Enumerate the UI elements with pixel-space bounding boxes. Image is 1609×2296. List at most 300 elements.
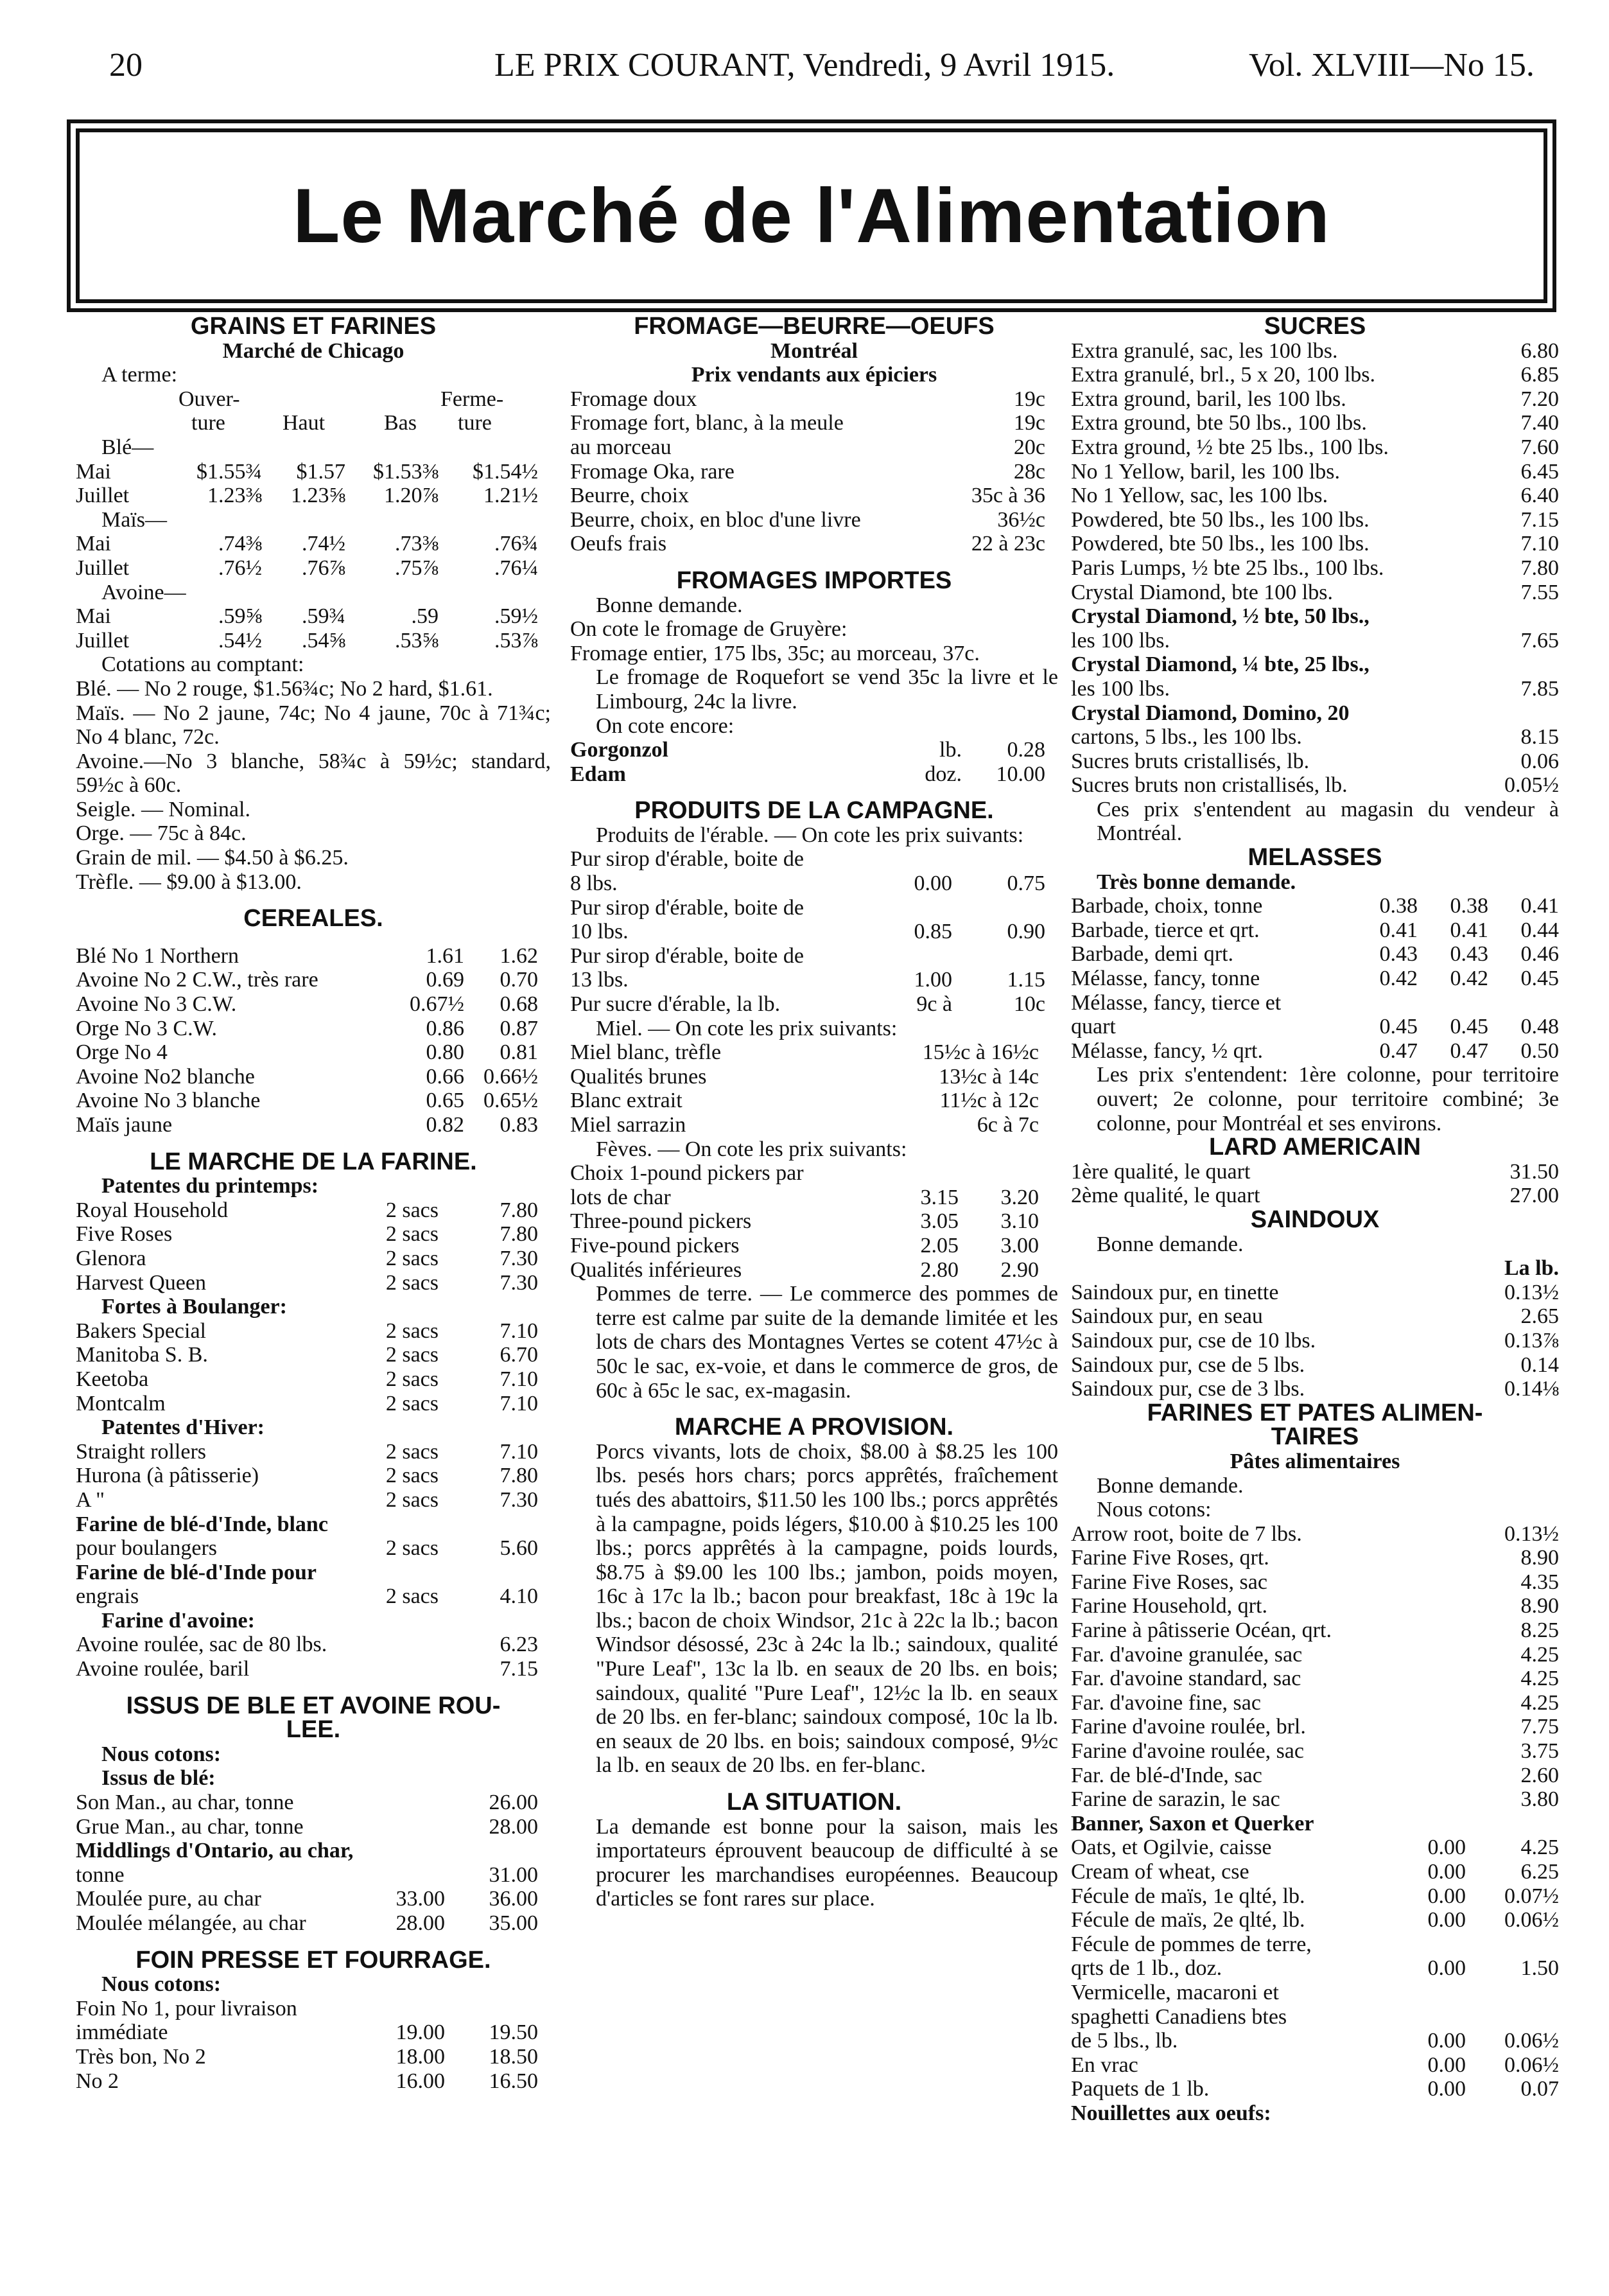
futures-header-cell: ture bbox=[191, 411, 225, 435]
row-label: No 1 Yellow, sac, les 100 lbs. bbox=[1071, 484, 1328, 508]
table-row bbox=[570, 435, 1058, 460]
row-label: Vermicelle, macaroni et bbox=[1071, 1980, 1279, 2004]
row-value: $1.55¾ bbox=[196, 459, 262, 484]
table-row bbox=[1071, 411, 1559, 435]
row-value: 0.67½ bbox=[410, 992, 464, 1017]
list-subheading: Nous cotons: bbox=[101, 1742, 222, 1766]
table-row bbox=[1071, 532, 1559, 556]
row-label: 13 lbs. bbox=[570, 968, 629, 992]
paragraph: Produits de l'érable. — On cote les prix suivants: bbox=[596, 823, 1024, 847]
table-row bbox=[1071, 1981, 1559, 2005]
table-row bbox=[1071, 1015, 1559, 1039]
table-row bbox=[1071, 2005, 1559, 2029]
unit-label: La lb. bbox=[1504, 1256, 1559, 1281]
table-row bbox=[76, 556, 551, 581]
table-row bbox=[1071, 1715, 1559, 1739]
row-value: 0.38 bbox=[1450, 894, 1488, 918]
row-value: 1.61 bbox=[426, 943, 464, 968]
row-label: Très bon, No 2 bbox=[76, 2044, 206, 2069]
row-label: les 100 lbs. bbox=[1071, 676, 1170, 701]
row-value: 2.05 bbox=[920, 1233, 959, 1258]
table-row bbox=[1071, 2077, 1559, 2101]
row-value: 0.28 bbox=[1007, 738, 1045, 762]
row-value: $1.57 bbox=[296, 459, 345, 484]
table-row bbox=[76, 944, 551, 968]
row-value: 0.13⅞ bbox=[1504, 1328, 1559, 1353]
row-value: 2 sacs bbox=[385, 1439, 439, 1464]
row-label: No 2 bbox=[76, 2069, 119, 2093]
table-row bbox=[570, 847, 1058, 872]
table-row bbox=[570, 411, 1058, 435]
row-label: Fécule de maïs, 1e qlté, lb. bbox=[1071, 1884, 1305, 1908]
row-value: 2 sacs bbox=[385, 1367, 439, 1391]
cash-quote: Blé. — No 2 rouge, $1.56¾c; No 2 hard, $1.61. bbox=[76, 676, 493, 701]
table-row bbox=[76, 968, 551, 992]
row-value: 36½c bbox=[997, 507, 1045, 532]
row-label: Farine à pâtisserie Océan, qrt. bbox=[1071, 1618, 1332, 1643]
row-value: doz. bbox=[925, 762, 962, 786]
list-subheading: Nous cotons: bbox=[101, 1972, 222, 1997]
row-value: 7.80 bbox=[1520, 556, 1559, 580]
table-row bbox=[76, 1464, 551, 1488]
row-label: En vrac bbox=[1071, 2053, 1138, 2077]
list-item: Bonne demande. bbox=[1097, 1232, 1244, 1256]
row-value: 8.90 bbox=[1520, 1594, 1559, 1618]
paragraph: Le fromage de Roquefort se vend 35c la livre et le Limbourg, 24c la livre. bbox=[596, 665, 1058, 714]
row-label: tonne bbox=[76, 1862, 125, 1887]
row-label: Beurre, choix bbox=[570, 484, 690, 508]
table-row bbox=[76, 2020, 551, 2045]
row-value: 3.10 bbox=[1000, 1209, 1039, 1234]
row-value: 0.14 bbox=[1520, 1353, 1559, 1377]
row-value: 2 sacs bbox=[385, 1487, 439, 1512]
row-value: 7.60 bbox=[1520, 435, 1559, 459]
table-row bbox=[570, 1089, 1058, 1113]
row-label: Farine Five Roses, sac bbox=[1071, 1570, 1267, 1594]
row-label: Son Man., au char, tonne bbox=[76, 1791, 294, 1815]
row-value: .76¼ bbox=[494, 556, 538, 580]
row-label: Gorgonzol bbox=[570, 738, 668, 762]
table-row bbox=[1071, 387, 1559, 412]
row-value: 2 sacs bbox=[385, 1464, 439, 1488]
row-value: 33.00 bbox=[396, 1887, 445, 1911]
table-row bbox=[1071, 1522, 1559, 1547]
row-label: Far. d'avoine fine, sac bbox=[1071, 1690, 1261, 1715]
paragraph: Fromage entier, 175 lbs, 35c; au morceau, 37c. bbox=[570, 641, 980, 665]
row-label: 8 lbs. bbox=[570, 872, 618, 896]
row-value: 0.43 bbox=[1450, 942, 1488, 967]
row-value: 0.41 bbox=[1379, 918, 1418, 942]
row-label: engrais bbox=[76, 1584, 139, 1609]
row-value: 0.06½ bbox=[1504, 2053, 1559, 2077]
row-value: 3.05 bbox=[920, 1209, 959, 1234]
row-label: Edam bbox=[570, 762, 626, 786]
paragraph: Miel. — On cote les prix suivants: bbox=[596, 1016, 898, 1040]
row-value: 0.07 bbox=[1520, 2077, 1559, 2101]
row-label: Oats, et Ogilvie, caisse bbox=[1071, 1836, 1272, 1860]
row-label: Pur sirop d'érable, boite de bbox=[570, 895, 804, 920]
row-label: Nouillettes aux oeufs: bbox=[1071, 2101, 1271, 2125]
row-value: 1.50 bbox=[1520, 1956, 1559, 1981]
table-row bbox=[1071, 1860, 1559, 1884]
row-label: les 100 lbs. bbox=[1071, 628, 1170, 653]
table-row bbox=[570, 460, 1058, 484]
page-header bbox=[0, 46, 1609, 98]
row-label: Avoine roulée, baril bbox=[76, 1657, 250, 1681]
table-row bbox=[76, 1657, 551, 1681]
row-label: Fromage fort, blanc, à la meule bbox=[570, 411, 844, 435]
row-value: 2 sacs bbox=[385, 1270, 439, 1295]
row-label: Royal Household bbox=[76, 1198, 229, 1222]
title-box bbox=[76, 128, 1547, 303]
row-value: 16.00 bbox=[396, 2069, 445, 2093]
row-value: 7.40 bbox=[1520, 411, 1559, 435]
row-value: 0.45 bbox=[1379, 1015, 1418, 1039]
table-row bbox=[1071, 1570, 1559, 1595]
row-value: 0.69 bbox=[426, 968, 464, 992]
row-label: Farine d'avoine roulée, sac bbox=[1071, 1739, 1304, 1764]
row-value: 3.80 bbox=[1520, 1787, 1559, 1812]
row-value: 35c à 36 bbox=[971, 484, 1045, 508]
table-row bbox=[1071, 339, 1559, 364]
row-value: .59 bbox=[411, 604, 439, 629]
row-value: 28.00 bbox=[396, 1911, 445, 1935]
table-row bbox=[570, 387, 1058, 412]
row-value: .76½ bbox=[218, 556, 262, 580]
table-row bbox=[76, 629, 551, 653]
row-value: 6.45 bbox=[1520, 459, 1559, 484]
section-title-sucres: SUCRES bbox=[1264, 313, 1366, 340]
row-value: 0.81 bbox=[500, 1040, 538, 1065]
row-label: 1ère qualité, le quart bbox=[1071, 1159, 1251, 1184]
page-number: 20 bbox=[109, 47, 143, 83]
publication-line: LE PRIX COURANT, Vendredi, 9 Avril 1915. bbox=[494, 47, 1115, 83]
table-row bbox=[1071, 604, 1559, 629]
table-row bbox=[1071, 508, 1559, 532]
row-value: 28.00 bbox=[489, 1814, 538, 1839]
table-row bbox=[76, 2045, 551, 2069]
row-value: 0.46 bbox=[1520, 942, 1559, 967]
table-row bbox=[1071, 1377, 1559, 1401]
row-label: Blanc extrait bbox=[570, 1089, 683, 1113]
row-value: 0.50 bbox=[1520, 1038, 1559, 1063]
section-title-grains: GRAINS ET FARINES bbox=[190, 313, 437, 340]
table-row bbox=[1071, 1304, 1559, 1329]
row-value: 2 sacs bbox=[385, 1343, 439, 1367]
row-label: Cream of wheat, cse bbox=[1071, 1860, 1249, 1884]
table-row bbox=[76, 1488, 551, 1512]
table-row bbox=[76, 1113, 551, 1137]
row-value: .74⅜ bbox=[218, 532, 262, 556]
row-label: 2ème qualité, le quart bbox=[1071, 1184, 1260, 1208]
row-value: 0.48 bbox=[1520, 1015, 1559, 1039]
column-1 bbox=[76, 315, 551, 2093]
row-label: Avoine No 3 blanche bbox=[76, 1089, 261, 1113]
row-value: 2 sacs bbox=[385, 1222, 439, 1247]
table-row bbox=[570, 1040, 1058, 1065]
row-value: 3.75 bbox=[1520, 1739, 1559, 1764]
futures-header bbox=[76, 387, 551, 412]
list-subheading: Patentes du printemps: bbox=[101, 1174, 319, 1198]
row-label: Miel blanc, trèfle bbox=[570, 1040, 722, 1065]
row-label: Juillet bbox=[76, 556, 130, 580]
row-value: 0.45 bbox=[1450, 1015, 1488, 1039]
row-value: 18.50 bbox=[489, 2044, 538, 2069]
row-label: de 5 lbs., lb. bbox=[1071, 2029, 1178, 2053]
row-label: Saindoux pur, cse de 3 lbs. bbox=[1071, 1377, 1305, 1401]
row-value: 0.13½ bbox=[1504, 1280, 1559, 1304]
row-value: 19c bbox=[1013, 387, 1045, 411]
row-label: Moulée pure, au char bbox=[76, 1887, 261, 1911]
row-value: 3.00 bbox=[1000, 1233, 1039, 1258]
table-row bbox=[1071, 629, 1559, 653]
row-value: 28c bbox=[1013, 459, 1045, 484]
table-row bbox=[1071, 967, 1559, 991]
futures-header-cell: Haut bbox=[283, 411, 326, 435]
paragraph: Fèves. — On cote les prix suivants: bbox=[596, 1137, 907, 1161]
futures-header bbox=[76, 411, 551, 435]
row-value: 5.60 bbox=[500, 1536, 538, 1561]
row-value: 20c bbox=[1013, 435, 1045, 459]
list-subheading: Farine de blé-d'Inde pour bbox=[76, 1560, 317, 1584]
row-value: 4.25 bbox=[1520, 1690, 1559, 1715]
row-value: 4.35 bbox=[1520, 1570, 1559, 1594]
row-value: 22 à 23c bbox=[971, 532, 1045, 556]
row-label: quart bbox=[1071, 1015, 1116, 1039]
table-row bbox=[1071, 581, 1559, 605]
row-label: Pur sirop d'érable, boite de bbox=[570, 943, 804, 968]
row-label: Far. de blé-d'Inde, sac bbox=[1071, 1763, 1262, 1787]
table-row bbox=[1071, 1836, 1559, 1860]
list-subheading: Issus de blé: bbox=[101, 1766, 216, 1791]
futures-header-cell: ture bbox=[458, 411, 492, 435]
row-value: 7.75 bbox=[1520, 1715, 1559, 1739]
row-label: Blé No 1 Northern bbox=[76, 943, 239, 968]
row-value: 0.00 bbox=[914, 872, 952, 896]
row-label: Orge No 3 C.W. bbox=[76, 1016, 218, 1040]
section-title-saindoux: SAINDOUX bbox=[1250, 1205, 1380, 1233]
row-label: Sucres bruts cristallisés, lb. bbox=[1071, 749, 1310, 773]
row-value: 1.23⅝ bbox=[291, 484, 345, 508]
table-row bbox=[570, 1209, 1058, 1234]
row-value: 7.65 bbox=[1520, 628, 1559, 653]
table-row bbox=[1071, 1643, 1559, 1667]
page-title: Le Marché de l'Alimentation bbox=[293, 173, 1330, 259]
futures-group: Avoine— bbox=[101, 580, 186, 604]
row-value: 7.85 bbox=[1520, 676, 1559, 701]
row-value: 2 sacs bbox=[385, 1198, 439, 1222]
table-row bbox=[1071, 1667, 1559, 1691]
row-value: 2.90 bbox=[1000, 1258, 1039, 1282]
row-value: 7.10 bbox=[500, 1391, 538, 1415]
section-title-pates-2: TAIRES bbox=[1271, 1423, 1359, 1451]
row-value: 0.43 bbox=[1379, 942, 1418, 967]
row-label: Saindoux pur, en seau bbox=[1071, 1304, 1263, 1329]
row-label: Farine Household, qrt. bbox=[1071, 1594, 1267, 1618]
row-value: 16.50 bbox=[489, 2069, 538, 2093]
list-subheading: Fortes à Boulanger: bbox=[101, 1295, 287, 1319]
table-row bbox=[1071, 725, 1559, 749]
table-row bbox=[1071, 556, 1559, 581]
a-terme-label: A terme: bbox=[101, 363, 178, 387]
row-label: Montcalm bbox=[76, 1391, 166, 1415]
cash-quote: Seigle. — Nominal. bbox=[76, 797, 250, 821]
row-label: Juillet bbox=[76, 628, 130, 653]
row-value: 0.41 bbox=[1450, 918, 1488, 942]
row-value: 0.44 bbox=[1520, 918, 1559, 942]
table-row bbox=[570, 532, 1058, 556]
row-value: .59⅝ bbox=[218, 604, 262, 629]
row-label: Hurona (à pâtisserie) bbox=[76, 1464, 259, 1488]
table-row bbox=[76, 1222, 551, 1247]
table-row bbox=[570, 1113, 1058, 1137]
list-subheading: Middlings d'Ontario, au char, bbox=[76, 1839, 354, 1863]
section-title-campagne: PRODUITS DE LA CAMPAGNE. bbox=[634, 797, 994, 825]
paragraph it: Porcs vivants, lots de choix, $8.00 à $8.25 les 100 lbs. pesés hors chars; porcs apprêtés, fraîchement tués des abattoirs, $11.50 les 100 lbs.; porcs apprêtés à la campagne, poids légers, $10.00 à $10.25 les 100 lbs.; porcs apprêtés à la campagne, poids lourds, $8.75 à $9.00 les 100 lbs.; jambon, poids moyen, 16c à 17c la lb.; bacon pour breakfast, 18c à 19c la lbs.; bacon de choix Windsor, 21c à 22c la lb.; bacon Windsor désossé, 23c à 24c la lb.; saindoux, qualité "Pure Leaf", 13c la lb. en seaux de 20 lbs. en bois; saindoux, qualité "Pure Leaf", 12½c la lb. en seaux de 20 lbs. en fer-blanc; saindoux composé, 10c la lb. en seaux de 20 lbs. en bois; saindoux composé, 9½c la lb. en seaux de 20 lbs. en fer-blanc. bbox=[596, 1439, 1058, 1778]
table-row bbox=[1071, 773, 1559, 798]
row-value: 19.50 bbox=[489, 2020, 538, 2045]
row-value: 0.00 bbox=[1427, 1908, 1466, 1932]
row-label: Pur sucre d'érable, la lb. bbox=[570, 992, 781, 1017]
subtitle-pates: Pâtes alimentaires bbox=[1230, 1449, 1400, 1473]
table-row bbox=[1071, 484, 1559, 508]
table-row bbox=[570, 992, 1058, 1017]
table-row bbox=[76, 532, 551, 556]
row-value: 2 sacs bbox=[385, 1391, 439, 1415]
row-value: 8.15 bbox=[1520, 725, 1559, 749]
row-label: Miel sarrazin bbox=[570, 1113, 686, 1137]
row-label: Saindoux pur, cse de 10 lbs. bbox=[1071, 1328, 1316, 1353]
row-label: Five-pound pickers bbox=[570, 1233, 740, 1258]
row-label: pour boulangers bbox=[76, 1536, 218, 1561]
table-row bbox=[1071, 1764, 1559, 1788]
table-row bbox=[1071, 435, 1559, 460]
row-label: Beurre, choix, en bloc d'une livre bbox=[570, 507, 861, 532]
row-label: No 1 Yellow, baril, les 100 lbs. bbox=[1071, 459, 1341, 484]
section-title-situation: LA SITUATION. bbox=[726, 1789, 902, 1816]
table-row bbox=[1071, 1884, 1559, 1909]
row-value: 0.87 bbox=[500, 1016, 538, 1040]
table-row bbox=[1071, 918, 1559, 943]
row-value: 0.13½ bbox=[1504, 1521, 1559, 1546]
table-row bbox=[570, 872, 1058, 896]
row-value: 0.00 bbox=[1427, 2053, 1466, 2077]
row-label: Extra granulé, brl., 5 x 20, 100 lbs. bbox=[1071, 363, 1376, 387]
table-row bbox=[1071, 460, 1559, 484]
row-value: 27.00 bbox=[1509, 1184, 1559, 1208]
row-label: Sucres bruts non cristallisés, lb. bbox=[1071, 773, 1348, 798]
row-label: Bakers Special bbox=[76, 1319, 206, 1343]
row-label: Powdered, bte 50 lbs., les 100 lbs. bbox=[1071, 532, 1370, 556]
row-value: 0.65 bbox=[426, 1089, 464, 1113]
table-row bbox=[1071, 2101, 1559, 2126]
row-value: lb. bbox=[939, 738, 962, 762]
column-2 bbox=[570, 315, 1058, 1911]
table-row bbox=[1071, 749, 1559, 774]
row-label: Saindoux pur, en tinette bbox=[1071, 1280, 1279, 1304]
row-label: Mai bbox=[76, 604, 111, 629]
futures-header-cell: Ouver- bbox=[178, 387, 240, 411]
table-row bbox=[76, 604, 551, 629]
row-value: 0.86 bbox=[426, 1016, 464, 1040]
row-label: qrts de 1 lb., doz. bbox=[1071, 1956, 1222, 1981]
row-value: 15½c à 16½c bbox=[922, 1040, 1039, 1065]
row-label: Orge No 4 bbox=[76, 1040, 168, 1065]
row-label: Fromage Oka, rare bbox=[570, 459, 735, 484]
row-label: Farine Five Roses, qrt. bbox=[1071, 1546, 1269, 1570]
row-value: 2 sacs bbox=[385, 1584, 439, 1609]
row-label: Oeufs frais bbox=[570, 532, 667, 556]
row-value: 6.25 bbox=[1520, 1860, 1559, 1884]
row-value: 18.00 bbox=[396, 2044, 445, 2069]
row-label: Three-pound pickers bbox=[570, 1209, 752, 1234]
futures-group: Blé— bbox=[101, 435, 154, 459]
row-value: 6.80 bbox=[1520, 338, 1559, 363]
row-value: 31.00 bbox=[489, 1862, 538, 1887]
table-row bbox=[76, 1911, 551, 1936]
row-value: .54½ bbox=[218, 628, 262, 653]
row-label: Banner, Saxon et Querker bbox=[1071, 1811, 1314, 1836]
row-value: .76⅞ bbox=[302, 556, 345, 580]
table-row bbox=[76, 1040, 551, 1065]
table-row bbox=[570, 920, 1058, 944]
row-value: 11½c à 12c bbox=[939, 1089, 1039, 1113]
row-value: 2.80 bbox=[920, 1258, 959, 1282]
table-row bbox=[76, 1440, 551, 1464]
row-value: 0.90 bbox=[1007, 920, 1045, 944]
list-item: Bonne demande. bbox=[1097, 1473, 1244, 1498]
table-row bbox=[1071, 1787, 1559, 1812]
paragraph: Bonne demande. bbox=[596, 593, 743, 617]
table-row bbox=[1071, 653, 1559, 677]
row-value: 0.66 bbox=[426, 1064, 464, 1089]
table-row bbox=[76, 460, 551, 484]
section-title-provision: MARCHE A PROVISION. bbox=[674, 1414, 954, 1441]
paragraph it: Pommes de terre. — Le commerce des pommes de terre est calme par suite de la demande limitée et les lots de chars des Montagnes Vertes se cotent 47½c à 50c le sac, ex-voie, et dans le commerce de gros, de 60c à 65c le sac, ex-magasin. bbox=[596, 1282, 1058, 1403]
cash-quote: Maïs. — No 2 jaune, 74c; No 4 jaune, 70c à 71¾c; No 4 blanc, 72c. bbox=[76, 701, 551, 749]
row-value: 7.55 bbox=[1520, 580, 1559, 604]
row-label: Manitoba S. B. bbox=[76, 1343, 208, 1367]
row-label: Extra ground, baril, les 100 lbs. bbox=[1071, 387, 1346, 411]
subtitle-montreal: Montréal bbox=[770, 338, 858, 363]
list-item: Nous cotons: bbox=[1097, 1498, 1212, 1522]
row-value: 4.10 bbox=[500, 1584, 538, 1609]
section-title-importes: FROMAGES IMPORTES bbox=[676, 566, 952, 594]
row-value: 0.85 bbox=[914, 920, 952, 944]
row-label: Avoine roulée, sac de 80 lbs. bbox=[76, 1633, 327, 1657]
list-subheading: Patentes d'Hiver: bbox=[101, 1415, 265, 1440]
row-value: 3.20 bbox=[1000, 1185, 1039, 1209]
row-label: Avoine No2 blanche bbox=[76, 1064, 255, 1089]
row-value: 0.45 bbox=[1520, 967, 1559, 991]
row-label: Avoine No 2 C.W., très rare bbox=[76, 968, 318, 992]
section-title-cereales: CEREALES. bbox=[243, 905, 383, 933]
row-value: 7.80 bbox=[500, 1464, 538, 1488]
table-row bbox=[76, 1198, 551, 1223]
section-title-lard: LARD AMERICAIN bbox=[1208, 1134, 1421, 1161]
table-row bbox=[1071, 1594, 1559, 1618]
row-value: 0.00 bbox=[1427, 2077, 1466, 2101]
subtitle-chicago: Marché de Chicago bbox=[222, 338, 404, 363]
section-title-melasses: MELASSES bbox=[1248, 844, 1382, 872]
row-value: 7.30 bbox=[500, 1270, 538, 1295]
row-value: 7.15 bbox=[1520, 507, 1559, 532]
row-value: 1.00 bbox=[914, 968, 952, 992]
row-label: spaghetti Canadiens btes bbox=[1071, 2004, 1287, 2029]
table-row bbox=[76, 1089, 551, 1113]
row-label: Mélasse, fancy, ½ qrt. bbox=[1071, 1038, 1263, 1063]
table-row bbox=[1071, 1908, 1559, 1932]
